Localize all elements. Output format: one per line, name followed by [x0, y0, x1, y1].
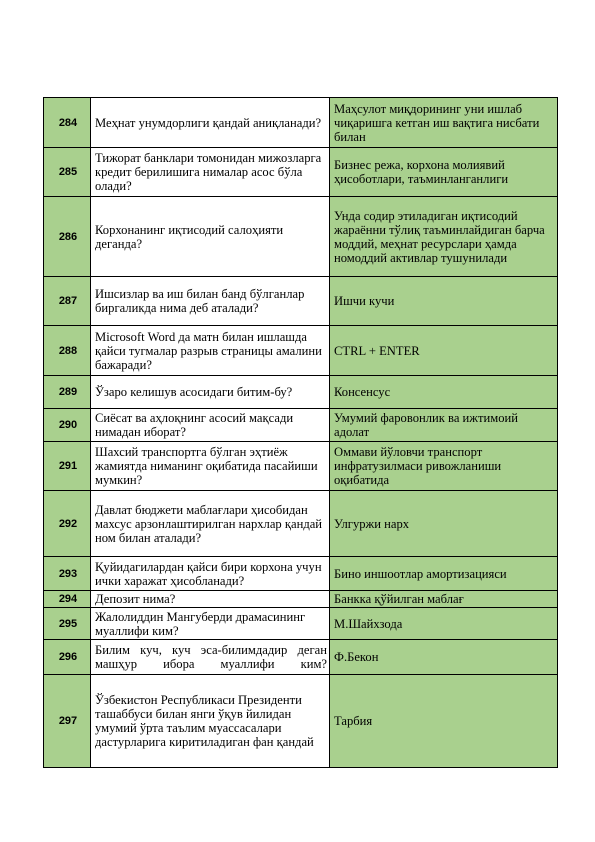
table-row [44, 557, 558, 591]
answer-cell: Бино иншоотлар амортизацияси [330, 557, 558, 591]
row-number: 289 [44, 376, 91, 409]
row-number: 286 [44, 197, 91, 277]
table-row [44, 640, 558, 675]
question-cell: Тижорат банклари томонидан мижозларга кредит берилишига нималар асос бўла олади? [91, 148, 330, 197]
row-number: 293 [44, 557, 91, 591]
table-row [44, 98, 558, 148]
question-cell: Жалолиддин Мангуберди драмасининг муаллифи ким? [91, 608, 330, 640]
row-number: 295 [44, 608, 91, 640]
table-row [44, 442, 558, 491]
question-cell: Билим куч, куч эса-билимдадир деган машҳур ибора муаллифи ким? [91, 640, 330, 675]
answer-cell: Ф.Бекон [330, 640, 558, 675]
table-row [44, 409, 558, 442]
question-cell: Ўзбекистон Республикаси Президенти ташаббуси билан янги ўқув йилидан умумий ўрта таълим муассасалари дастурларига киритиладиган фан қандай [91, 675, 330, 768]
row-number: 296 [44, 640, 91, 675]
question-cell: Ишсизлар ва иш билан банд бўлганлар биргаликда нима деб аталади? [91, 277, 330, 326]
table-row [44, 591, 558, 608]
answer-cell: Унда содир этиладиган иқтисодий жараённи тўлиқ таъминлайдиган барча моддий, меҳнат ресурслари ҳамда номоддий активлар тушунилади [330, 197, 558, 277]
question-cell: Давлат бюджети маблағлари ҳисобидан махсус арзонлаштирилган нархлар қандай ном билан аталади? [91, 491, 330, 557]
row-number: 284 [44, 98, 91, 148]
row-number: 288 [44, 326, 91, 376]
answer-cell: Тарбия [330, 675, 558, 768]
answer-cell: М.Шайхзода [330, 608, 558, 640]
question-cell: Сиёсат ва аҳлоқнинг асосий мақсади нимадан иборат? [91, 409, 330, 442]
row-number: 287 [44, 277, 91, 326]
table-row [44, 491, 558, 557]
question-cell: Меҳнат унумдорлиги қандай аниқланади? [91, 98, 330, 148]
answer-cell: Умумий фаровонлик ва ижтимоий адолат [330, 409, 558, 442]
table-row [44, 197, 558, 277]
answer-cell: Банкка қўйилган маблағ [330, 591, 558, 608]
table-row [44, 277, 558, 326]
answer-cell: Оммави йўловчи транспорт инфратузилмаси ривожланиши оқибатида [330, 442, 558, 491]
question-cell: Microsoft Word да матн билан ишлашда қайси тугмалар разрыв страницы амалини бажаради? [91, 326, 330, 376]
answer-cell: Маҳсулот миқдорининг уни ишлаб чиқаришга кетган иш вақтига нисбати билан [330, 98, 558, 148]
answer-cell: Консенсус [330, 376, 558, 409]
row-number: 292 [44, 491, 91, 557]
answer-cell: Улгуржи нарх [330, 491, 558, 557]
row-number: 294 [44, 591, 91, 608]
question-cell: Ўзаро келишув асосидаги битим-бу? [91, 376, 330, 409]
answer-cell: Ишчи кучи [330, 277, 558, 326]
questions-table [43, 97, 558, 768]
table-row [44, 326, 558, 376]
question-cell: Корхонанинг иқтисодий салоҳияти деганда? [91, 197, 330, 277]
table-row [44, 148, 558, 197]
answer-cell: CTRL + ENTER [330, 326, 558, 376]
row-number: 291 [44, 442, 91, 491]
question-cell: Шахсий транспортга бўлган эҳтиёж жамиятда ниманинг оқибатида пасайиши мумкин? [91, 442, 330, 491]
answer-cell: Бизнес режа, корхона молиявий ҳисоботлари, таъминланганлиги [330, 148, 558, 197]
row-number: 285 [44, 148, 91, 197]
row-number: 290 [44, 409, 91, 442]
question-cell: Депозит нима? [91, 591, 330, 608]
question-cell: Қуйидагилардан қайси бири корхона учун ички харажат ҳисобланади? [91, 557, 330, 591]
table-row [44, 608, 558, 640]
table-row [44, 376, 558, 409]
row-number: 297 [44, 675, 91, 768]
table-row [44, 675, 558, 768]
